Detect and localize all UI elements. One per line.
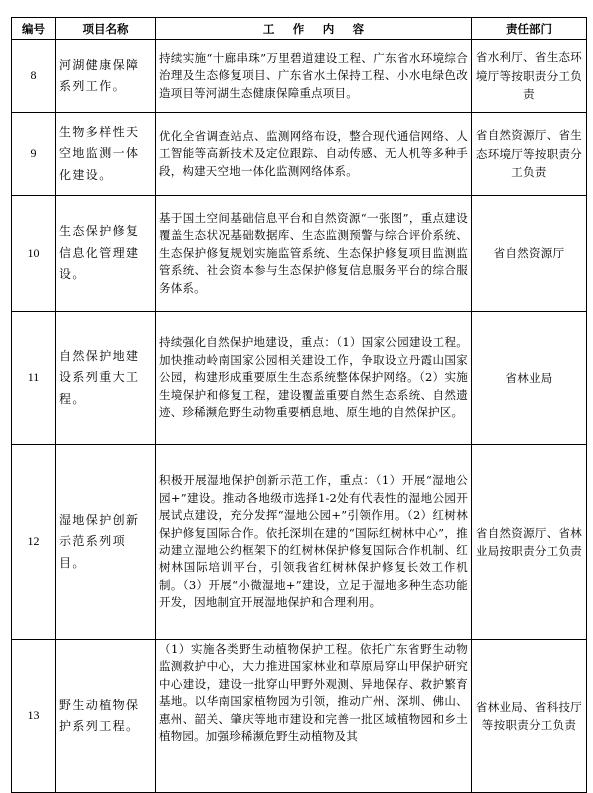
- table-row: [12, 196, 587, 312]
- table-row: [12, 40, 587, 113]
- header-responsible-dept: 责任部门: [472, 18, 587, 40]
- row-number: 8: [12, 40, 56, 113]
- row-number: 11: [12, 312, 56, 445]
- project-name: 生物多样性天空地监测一体化建设。: [56, 113, 156, 196]
- project-name: 自然保护地建设系列重大工程。: [56, 312, 156, 445]
- table-header-row: [12, 18, 587, 40]
- project-name: 野生动植物保护系列工程。: [56, 640, 156, 793]
- project-name: 河湖健康保障系列工作。: [56, 40, 156, 113]
- work-content: 持续实施“十廊串珠”万里碧道建设工程、广东省水环境综合治理及生态修复项目、广东省水土保持工程、小水电绿色改造项目等河湖生态健康保障重点项目。: [156, 40, 472, 113]
- project-table: [11, 17, 587, 793]
- work-content: 优化全省调查站点、监测网络布设，整合现代通信网络、人工智能等高新技术及定位跟踪、自动传感、无人机等多种手段，构建天空地一体化监测网络体系。: [156, 113, 472, 196]
- responsible-dept: 省林业局: [472, 312, 587, 445]
- work-content: 持续强化自然保护地建设，重点：（1）国家公园建设工程。加快推动岭南国家公园相关建设工作，争取设立丹霞山国家公园，构建形成重要原生生态系统整体保护网络。（2）实施生境保护和修复工程，建设覆盖重要自然生态系统、自然遗迹、珍稀濒危野生动物重要栖息地、原生地的自然保护区。: [156, 312, 472, 445]
- project-name: 湿地保护创新示范系列项目。: [56, 445, 156, 640]
- header-work-content: 工作内容: [156, 18, 472, 40]
- responsible-dept: 省自然资源厅、省生态环境厅等按职责分工负责: [472, 113, 587, 196]
- document-page: [11, 17, 587, 793]
- row-number: 12: [12, 445, 56, 640]
- table-row: [12, 312, 587, 445]
- table-row: [12, 113, 587, 196]
- table-row: [12, 445, 587, 640]
- row-number: 9: [12, 113, 56, 196]
- table-row: [12, 640, 587, 793]
- project-name: 生态保护修复信息化管理建设。: [56, 196, 156, 312]
- work-content: 基于国土空间基础信息平台和自然资源“一张图”，重点建设覆盖生态状况基础数据库、生态监测预警与综合评价系统、生态保护修复规划实施监管系统、生态保护修复项目监测监管系统、社会资本参与生态保护修复信息服务平台的综合服务体系。: [156, 196, 472, 312]
- work-content: 积极开展湿地保护创新示范工作，重点：（1）开展“湿地公园+”建设。推动各地级市选择1-2处有代表性的湿地公园开展试点建设，充分发挥“湿地公园+”引领作用。（2）红树林保护修复国际合作。依托深圳在建的“国际红树林中心”，推动建立湿地公约框架下的红树林保护修复国际合作机制、红树林国际培训平台，引领我省红树林保护修复长效工作机制。（3）开展“小微湿地+”建设，立足于湿地多种生态功能开发，因地制宜开展湿地保护和合理利用。: [156, 445, 472, 640]
- row-number: 13: [12, 640, 56, 793]
- header-number: 编号: [12, 18, 56, 40]
- work-content: （1）实施各类野生动植物保护工程。依托广东省野生动物监测救护中心，大力推进国家林业和草原局穿山甲保护研究中心建设，建设一批穿山甲野外观测、异地保存、救护繁育基地。以华南国家植物园为引领，推动广州、深圳、佛山、惠州、韶关、肇庆等地市建设和完善一批区域植物园和乡土植物园。加强珍稀濒危野生动植物及其: [156, 640, 472, 793]
- row-number: 10: [12, 196, 56, 312]
- responsible-dept: 省自然资源厅: [472, 196, 587, 312]
- responsible-dept: 省水利厅、省生态环境厅等按职责分工负责: [472, 40, 587, 113]
- responsible-dept: 省林业局、省科技厅等按职责分工负责: [472, 640, 587, 793]
- header-project-name: 项目名称: [56, 18, 156, 40]
- responsible-dept: 省自然资源厅、省林业局按职责分工负责: [472, 445, 587, 640]
